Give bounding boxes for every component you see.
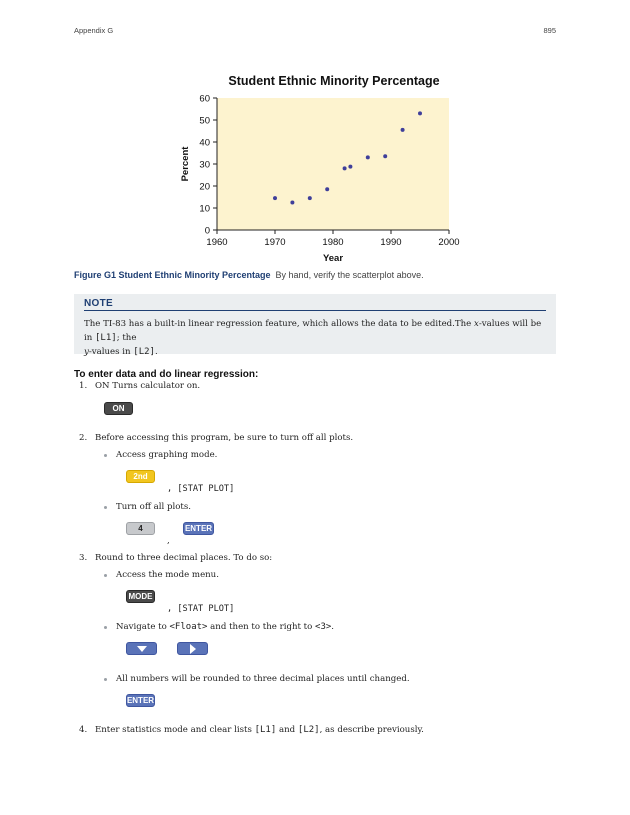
list-l1: [L1] <box>254 725 277 735</box>
note-text: -values will be in <box>84 319 542 343</box>
x-tick-label: 1970 <box>264 237 286 248</box>
step-number: 3. <box>79 553 88 563</box>
bullet <box>104 454 107 457</box>
x-axis-label: Year <box>322 253 344 264</box>
chart-title: Student Ethnic Minority Percentage <box>228 74 440 88</box>
down-arrow-icon <box>137 646 147 652</box>
x-tick-label: 1980 <box>322 237 344 248</box>
note-box <box>74 294 556 357</box>
x-tick-label: 1960 <box>206 237 228 248</box>
data-point <box>308 196 312 200</box>
note-y-var: y <box>84 347 89 357</box>
figure-caption-text: By hand, verify the scatterplot above. <box>275 270 424 280</box>
data-point <box>383 154 387 158</box>
mode-key: MODE <box>126 590 155 603</box>
scatter-chart <box>172 68 462 268</box>
step-number: 4. <box>79 725 88 735</box>
bullet <box>104 678 107 681</box>
stat-plot-text: , [STAT PLOT] <box>167 604 235 614</box>
data-point <box>418 111 422 115</box>
data-point <box>343 166 347 170</box>
down-arrow-key <box>126 642 157 655</box>
data-point <box>325 187 329 191</box>
substep-text <box>116 622 334 632</box>
figure-caption <box>74 270 424 280</box>
enter-key: ENTER <box>184 524 213 533</box>
list-l2: [L2] <box>297 725 320 735</box>
running-header-left: Appendix G <box>74 26 114 35</box>
on-key: ON <box>104 402 133 415</box>
substep-text: All numbers will be rounded to three decimal places until changed. <box>116 674 410 684</box>
step-number: 2. <box>79 433 88 443</box>
float-option: <Float> <box>169 622 208 632</box>
comma-text: , <box>167 536 170 546</box>
data-point <box>348 165 352 169</box>
note-list-l1: [L1] <box>95 333 117 343</box>
note-list-l2: [L2] <box>133 347 155 357</box>
plot-area <box>217 98 449 230</box>
substep-text: Turn off all plots. <box>116 502 192 512</box>
data-point <box>290 201 294 205</box>
step-text <box>95 725 424 735</box>
step-text-part: Enter statistics mode and clear lists <box>95 725 255 735</box>
substep-text: Access graphing mode. <box>116 450 218 460</box>
bullet <box>104 574 107 577</box>
y-tick-label: 60 <box>199 93 210 105</box>
note-body <box>84 317 546 359</box>
right-arrow-key <box>177 642 208 655</box>
note-x-var: x <box>473 319 479 329</box>
y-tick-label: 20 <box>199 181 210 193</box>
note-text: -values in <box>88 347 134 357</box>
2nd-key: 2nd <box>126 470 155 483</box>
section-heading: To enter data and do linear regression: <box>74 369 259 380</box>
three-option: <3> <box>315 622 332 632</box>
bullet <box>104 506 107 509</box>
y-tick-label: 10 <box>199 203 210 215</box>
enter-key: ENTER <box>126 696 155 705</box>
data-point <box>366 155 370 159</box>
data-point <box>401 128 405 132</box>
substep-text-part: and then to the right to <box>207 622 316 632</box>
data-point <box>273 196 277 200</box>
bullet <box>104 626 107 629</box>
4-key: 4 <box>126 522 155 535</box>
step-text: Round to three decimal places. To do so: <box>95 553 273 563</box>
note-title: NOTE <box>84 298 546 311</box>
y-tick-label: 50 <box>199 115 210 127</box>
step-text-part: , as describe previously. <box>319 725 424 735</box>
step-number: 1. <box>79 381 88 391</box>
step-text-part: and <box>276 725 298 735</box>
y-tick-label: 0 <box>204 225 210 237</box>
note-text: The TI-83 has a built-in linear regression feature, which allows the data to be edited.The <box>84 319 474 329</box>
note-text: ; the <box>116 333 137 343</box>
y-axis-label: Percent <box>180 146 191 182</box>
substep-text-part: Navigate to <box>116 622 170 632</box>
x-tick-label: 2000 <box>438 237 460 248</box>
substep-text-part: . <box>331 622 335 632</box>
substep-text: Access the mode menu. <box>116 570 219 580</box>
page-number: 895 <box>543 26 556 35</box>
stat-plot-text: , [STAT PLOT] <box>167 484 235 494</box>
note-text: . <box>154 347 158 357</box>
step-text: ON Turns calculator on. <box>95 381 201 391</box>
y-tick-label: 30 <box>199 159 210 171</box>
right-arrow-icon <box>190 644 196 654</box>
step-text: Before accessing this program, be sure to turn off all plots. <box>95 433 354 443</box>
y-tick-label: 40 <box>199 137 210 149</box>
figure-caption-title: Figure G1 Student Ethnic Minority Percentage <box>74 270 271 280</box>
x-tick-label: 1990 <box>380 237 402 248</box>
